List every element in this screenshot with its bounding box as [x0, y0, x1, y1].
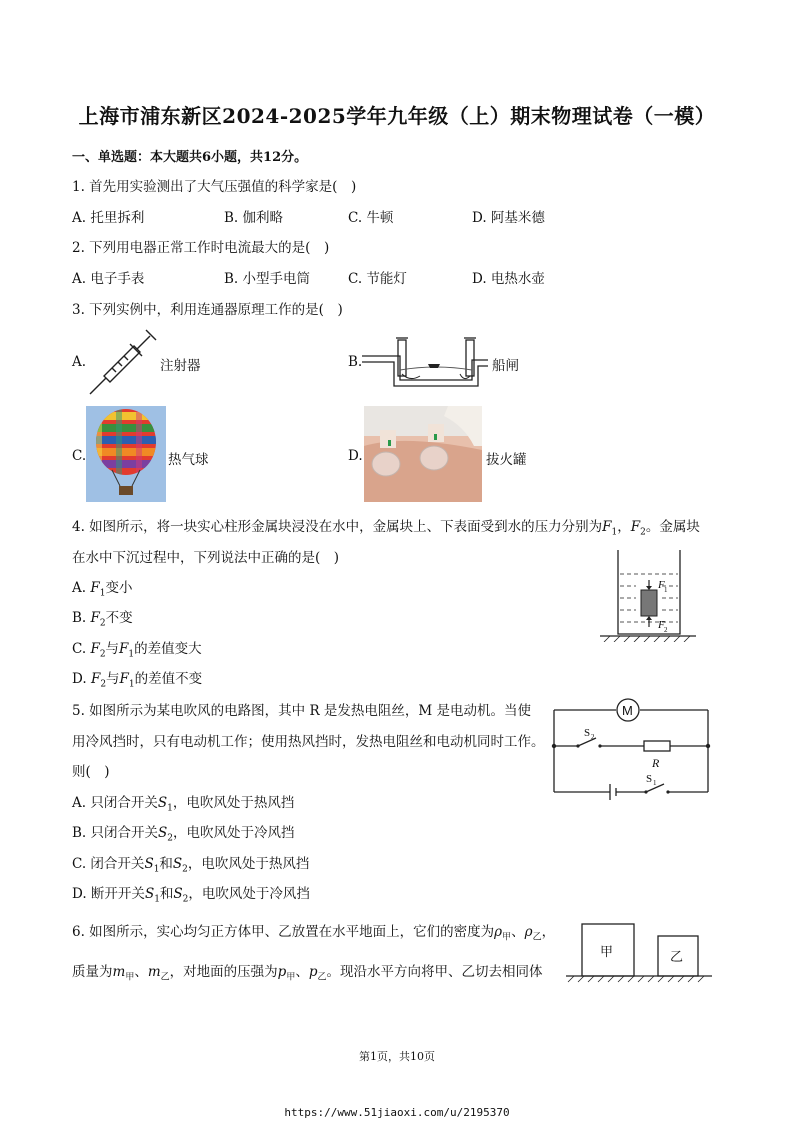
q4-option-c: C. $F_2$与$F_1$的差值变大	[72, 641, 202, 660]
q2-option-b: B. 小型手电筒	[224, 271, 311, 287]
q3-caption-a: 注射器	[160, 358, 201, 374]
q1-option-b: B. 伽利略	[224, 210, 284, 226]
hot-air-balloon-photo	[86, 406, 166, 502]
svg-text:2: 2	[591, 733, 595, 741]
ship-lock-figure	[360, 330, 490, 388]
q4-option-a: A. $F_1$变小	[72, 580, 133, 599]
q4-option-d: D. $F_2$与$F_1$的差值不变	[72, 671, 203, 690]
q5-option-c: C. 闭合开关$S_1$和$S_2$，电吹风处于热风挡	[72, 856, 310, 875]
svg-text:S: S	[646, 773, 653, 785]
q4-line1-text: 4. 如图所示，将一块实心柱形金属块浸没在水中，金属块上、下表面受到水的压力分别为	[72, 519, 603, 535]
question-5-line2: 用冷风挡时，只有电动机工作；使用热风挡时，发热电阻丝和电动机同时工作。	[72, 734, 545, 750]
question-2-stem: 2. 下列用电器正常工作时电流最大的是( )	[72, 240, 330, 256]
svg-text:1: 1	[664, 586, 668, 594]
immersed-block-figure	[600, 548, 696, 642]
q5-option-a: A. 只闭合开关$S_1$，电吹风处于热风挡	[72, 795, 295, 814]
question-4-line2: 在水中下沉过程中，下列说法中正确的是( )	[72, 550, 340, 566]
svg-text:1: 1	[653, 779, 657, 787]
q2-option-d: D. 电热水壶	[472, 271, 545, 287]
fig-label-r: R	[652, 756, 660, 770]
q3-caption-d: 拔火罐	[486, 452, 527, 468]
question-6-line2: 质量为$m_甲$、$m_乙$，对地面的压强为$p_甲$、$p_乙$。现沿水平方向将甲、乙切去相同体	[72, 964, 543, 983]
cubes-figure	[562, 914, 716, 986]
q5-option-d: D. 断开开关$S_1$和$S_2$，电吹风处于冷风挡	[72, 886, 310, 905]
q1-option-a: A. 托里拆利	[72, 210, 145, 226]
question-3-stem: 3. 下列实例中，利用连通器原理工作的是( )	[72, 302, 343, 318]
fig-label-yi: 乙	[670, 950, 684, 965]
page-footer: 第1页，共10页	[359, 1050, 435, 1063]
section-heading: 一、单选题：本大题共6小题，共12分。	[72, 150, 308, 165]
hair-dryer-circuit-figure	[548, 696, 714, 804]
question-4-line1: 4. 如图所示，将一块实心柱形金属块浸没在水中，金属块上、下表面受到水的压力分别为$F_1$，$F_2$。金属块	[72, 519, 700, 538]
q4-option-b: B. $F_2$不变	[72, 610, 133, 629]
question-1-stem: 1. 首先用实验测出了大气压强值的科学家是( )	[72, 179, 357, 195]
question-5-line3: 则( )	[72, 764, 110, 780]
watermark-url: https://www.51jiaoxi.com/u/2195370	[284, 1106, 510, 1119]
svg-text:S: S	[584, 727, 591, 739]
question-6-line1: 6. 如图所示，实心均匀正方体甲、乙放置在水平地面上，它们的密度为$\rho_甲$、$\rho_乙$，	[72, 924, 556, 943]
fig-label-f1: F	[658, 579, 665, 591]
q3-caption-b: 船闸	[492, 358, 519, 374]
q3-caption-c: 热气球	[168, 452, 209, 468]
q3-label-b: B.	[348, 354, 363, 370]
fig-label-jia: 甲	[600, 945, 614, 960]
q2-option-c: C. 节能灯	[348, 271, 407, 287]
syringe-figure	[84, 322, 160, 398]
page-title: 上海市浦东新区2024-2025学年九年级（上）期末物理试卷（一模）	[78, 104, 716, 128]
q4-line1-tail: 。金属块	[645, 519, 700, 535]
svg-text:2: 2	[664, 626, 668, 634]
fig-label-motor: M	[622, 703, 633, 718]
fig-label-f2: F	[658, 619, 665, 631]
q3-label-a: A.	[72, 354, 87, 370]
q5-option-b: B. 只闭合开关$S_2$，电吹风处于冷风挡	[72, 825, 295, 844]
q3-label-c: C.	[72, 448, 87, 464]
cupping-therapy-photo	[364, 406, 482, 502]
q1-option-c: C. 牛顿	[348, 210, 394, 226]
q1-option-d: D. 阿基米德	[472, 210, 545, 226]
q3-label-d: D.	[348, 448, 363, 464]
question-5-line1: 5. 如图所示为某电吹风的电路图，其中 R 是发热电阻丝，M 是电动机。当使	[72, 703, 532, 719]
q2-option-a: A. 电子手表	[72, 271, 145, 287]
